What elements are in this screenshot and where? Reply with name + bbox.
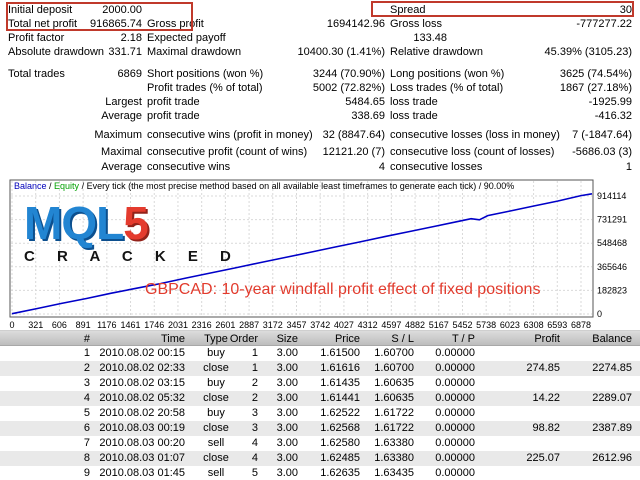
trade-cell: 1.61441 bbox=[320, 392, 360, 404]
x-axis-label: 2316 bbox=[191, 320, 212, 330]
stat-label: Gross loss bbox=[390, 18, 442, 30]
trade-cell: buy bbox=[207, 377, 225, 389]
stat-value: 338.69 bbox=[351, 110, 385, 122]
stat-label: Long positions (won %) bbox=[390, 68, 505, 80]
trade-cell: 3.00 bbox=[276, 467, 298, 479]
stat-label: Absolute drawdown bbox=[8, 46, 105, 58]
trade-cell: 1.63435 bbox=[374, 467, 414, 479]
trade-cell: 0.00000 bbox=[435, 467, 475, 479]
annotation-box-spread bbox=[371, 1, 634, 17]
stat-value: 1 bbox=[625, 161, 632, 173]
trade-cell: 2010.08.02 03:15 bbox=[99, 377, 185, 389]
stat-label: Spread bbox=[390, 4, 426, 16]
stat-value: -5686.03 (3) bbox=[572, 146, 632, 158]
trade-cell: 0.00000 bbox=[435, 392, 475, 404]
trade-cell: 4 bbox=[251, 452, 258, 464]
trade-cell: 225.07 bbox=[526, 452, 560, 464]
chart-caption: GBPCAD: 10-year windfall profit effect of fixed positions bbox=[145, 281, 541, 298]
trade-cell: 0.00000 bbox=[435, 407, 475, 419]
trade-cell: 2 bbox=[251, 377, 258, 389]
stat-label: Relative drawdown bbox=[390, 46, 483, 58]
trade-cell: sell bbox=[207, 467, 225, 479]
stat-label: consecutive loss (count of losses) bbox=[390, 146, 555, 158]
stat-value: 4 bbox=[378, 161, 385, 173]
trade-cell: 2387.89 bbox=[592, 422, 632, 434]
x-axis-label: 5167 bbox=[428, 320, 449, 330]
trade-cell: 1.62580 bbox=[320, 437, 360, 449]
trades-column-header: S / L bbox=[391, 333, 414, 345]
annotation-box-initial-deposit bbox=[6, 2, 193, 31]
stats-row bbox=[0, 146, 640, 159]
trade-cell: 2010.08.02 00:15 bbox=[99, 347, 185, 359]
legend-method-label: / Every tick (the most precise method based on all available least timeframes to generate each tick) / 90.00% bbox=[79, 181, 515, 191]
trade-row bbox=[0, 406, 640, 421]
stat-value: Largest bbox=[105, 96, 142, 108]
stat-value: Maximum bbox=[94, 129, 142, 141]
trade-cell: 3 bbox=[251, 422, 258, 434]
x-axis-label: 6593 bbox=[547, 320, 568, 330]
stat-label: consecutive wins (profit in money) bbox=[147, 129, 313, 141]
trade-cell: 1 bbox=[251, 347, 258, 359]
trade-cell: 2274.85 bbox=[592, 362, 632, 374]
trade-cell: 1.61722 bbox=[374, 422, 414, 434]
stat-label: Total net profit bbox=[8, 18, 78, 30]
trade-cell: close bbox=[203, 452, 229, 464]
x-axis-label: 6878 bbox=[570, 320, 592, 330]
balance-chart bbox=[0, 178, 640, 330]
trade-cell: 2010.08.03 01:45 bbox=[99, 467, 185, 479]
trade-cell: 98.82 bbox=[532, 422, 560, 434]
x-axis-label: 6308 bbox=[523, 320, 544, 330]
stat-value: 3625 (74.54%) bbox=[559, 68, 632, 80]
trade-cell: 1 bbox=[83, 347, 90, 359]
trade-row bbox=[0, 466, 640, 480]
stat-value: 32 (8847.64) bbox=[322, 129, 385, 141]
stat-value: 12121.20 (7) bbox=[322, 146, 385, 158]
stat-label: consecutive losses (loss in money) bbox=[390, 129, 560, 141]
mql5-cracked-watermark bbox=[24, 197, 240, 265]
stat-value: -777277.22 bbox=[576, 18, 632, 30]
trade-cell: 6 bbox=[83, 422, 90, 434]
stats-row bbox=[0, 46, 640, 59]
cracked-label: C R A C K E D bbox=[24, 248, 240, 265]
x-axis-label: 5738 bbox=[476, 320, 497, 330]
stat-label: Loss trades (% of total) bbox=[390, 82, 504, 94]
trades-column-header: Size bbox=[276, 333, 298, 345]
trade-cell: buy bbox=[207, 347, 225, 359]
stat-value: 3244 (70.90%) bbox=[312, 68, 385, 80]
trade-cell: 274.85 bbox=[526, 362, 560, 374]
stat-label: Expected payoff bbox=[147, 32, 226, 44]
y-axis-label: 548468 bbox=[597, 238, 628, 249]
legend-sep: / bbox=[46, 181, 55, 191]
stat-value: 1694142.96 bbox=[326, 18, 385, 30]
stat-label: loss trade bbox=[390, 96, 438, 108]
trade-cell: 1.62635 bbox=[320, 467, 360, 479]
trades-column-header: Profit bbox=[534, 333, 560, 345]
trades-column-header: T / P bbox=[451, 333, 475, 345]
trade-cell: 3.00 bbox=[276, 452, 298, 464]
stat-value: 45.39% (3105.23) bbox=[544, 46, 632, 58]
y-axis-label: 731291 bbox=[597, 214, 628, 225]
trade-row bbox=[0, 376, 640, 391]
trade-row bbox=[0, 361, 640, 376]
trade-cell: 1.62485 bbox=[320, 452, 360, 464]
trade-cell: 5 bbox=[251, 467, 258, 479]
trade-cell: 2010.08.02 20:58 bbox=[99, 407, 185, 419]
stat-label: consecutive wins bbox=[147, 161, 231, 173]
stat-label: profit trade bbox=[147, 110, 200, 122]
stats-row bbox=[0, 68, 640, 81]
trade-row bbox=[0, 346, 640, 361]
x-axis-label: 1746 bbox=[144, 320, 165, 330]
trade-cell: 2010.08.02 05:32 bbox=[99, 392, 185, 404]
stat-value: -416.32 bbox=[594, 110, 632, 122]
trade-cell: 2010.08.03 00:19 bbox=[99, 422, 185, 434]
trade-cell: 1.61722 bbox=[374, 407, 414, 419]
y-axis-label: 0 bbox=[597, 309, 603, 319]
stats-row bbox=[0, 129, 640, 142]
trade-cell: 5 bbox=[83, 407, 90, 419]
stat-label: loss trade bbox=[390, 110, 438, 122]
trade-cell: 0.00000 bbox=[435, 377, 475, 389]
x-axis-label: 606 bbox=[51, 320, 67, 330]
x-axis-label: 3742 bbox=[310, 320, 331, 330]
mql5-logo-text: MQL bbox=[24, 197, 124, 249]
stat-value: 10400.30 (1.41%) bbox=[297, 46, 385, 58]
stat-value: 7 (-1847.64) bbox=[572, 129, 632, 141]
stats-row bbox=[0, 32, 640, 45]
stat-value: 1867 (27.18%) bbox=[559, 82, 632, 94]
x-axis-label: 4027 bbox=[333, 320, 354, 330]
trade-cell: 3 bbox=[83, 377, 90, 389]
trade-cell: 7 bbox=[83, 437, 90, 449]
trade-cell: sell bbox=[207, 437, 225, 449]
trades-column-header: Time bbox=[160, 333, 185, 345]
trades-table-header bbox=[0, 330, 640, 346]
stat-value: 5484.65 bbox=[345, 96, 385, 108]
stat-value: 916865.74 bbox=[90, 18, 142, 30]
trade-cell: 1.61616 bbox=[320, 362, 360, 374]
stat-value: Maximal bbox=[101, 146, 142, 158]
trade-cell: 1.60700 bbox=[374, 362, 414, 374]
trade-cell: 2612.96 bbox=[592, 452, 632, 464]
trade-cell: 3 bbox=[251, 407, 258, 419]
trade-row bbox=[0, 451, 640, 466]
stat-label: profit trade bbox=[147, 96, 200, 108]
y-axis-label: 182823 bbox=[597, 285, 628, 296]
trades-column-header: Type bbox=[204, 333, 228, 345]
trades-column-header: Order bbox=[229, 333, 258, 345]
trade-cell: 3.00 bbox=[276, 437, 298, 449]
trade-cell: 0.00000 bbox=[435, 422, 475, 434]
trade-cell: 1.62568 bbox=[320, 422, 360, 434]
stat-label: Total trades bbox=[8, 68, 65, 80]
x-axis-label: 0 bbox=[9, 320, 15, 330]
x-axis-label: 5452 bbox=[452, 320, 473, 330]
trade-cell: 1.61500 bbox=[320, 347, 360, 359]
trade-cell: 3.00 bbox=[276, 422, 298, 434]
x-axis-label: 3457 bbox=[286, 320, 307, 330]
x-axis-label: 2031 bbox=[167, 320, 188, 330]
trade-cell: 1.60635 bbox=[374, 377, 414, 389]
trades-column-header: Balance bbox=[592, 333, 632, 345]
stat-value: 133.48 bbox=[413, 32, 447, 44]
trade-cell: 1.62522 bbox=[320, 407, 360, 419]
stat-label: Maximal drawdown bbox=[147, 46, 242, 58]
trade-cell: 2 bbox=[83, 362, 90, 374]
stat-label: Profit factor bbox=[8, 32, 65, 44]
trade-row bbox=[0, 421, 640, 436]
trade-cell: buy bbox=[207, 407, 225, 419]
trades-table bbox=[0, 330, 640, 480]
trade-cell: 1.61435 bbox=[320, 377, 360, 389]
x-axis-label: 891 bbox=[75, 320, 91, 330]
trade-cell: 4 bbox=[83, 392, 90, 404]
trades-column-header: Price bbox=[334, 333, 360, 345]
x-axis-label: 4597 bbox=[381, 320, 402, 330]
stat-value: 2000.00 bbox=[102, 4, 142, 16]
trade-cell: close bbox=[203, 362, 229, 374]
trade-cell: 14.22 bbox=[532, 392, 560, 404]
trade-cell: close bbox=[203, 422, 229, 434]
x-axis-label: 4312 bbox=[357, 320, 378, 330]
stat-value: Average bbox=[101, 110, 142, 122]
stats-row bbox=[0, 110, 640, 123]
trade-cell: 0.00000 bbox=[435, 347, 475, 359]
stat-label: Gross profit bbox=[147, 18, 204, 30]
legend-equity-label: Equity bbox=[54, 181, 80, 191]
trade-cell: 3.00 bbox=[276, 407, 298, 419]
trade-cell: 0.00000 bbox=[435, 452, 475, 464]
trade-cell: 1.60700 bbox=[374, 347, 414, 359]
stat-label: Initial deposit bbox=[8, 4, 73, 16]
x-axis-label: 4882 bbox=[405, 320, 426, 330]
trade-row bbox=[0, 391, 640, 406]
trade-cell: 3.00 bbox=[276, 392, 298, 404]
stats-row bbox=[0, 82, 640, 95]
stat-value: 30 bbox=[619, 4, 632, 16]
stat-value: Average bbox=[101, 161, 142, 173]
y-axis-label: 365646 bbox=[597, 261, 628, 272]
x-axis-label: 2601 bbox=[215, 320, 236, 330]
stats-row bbox=[0, 96, 640, 109]
stat-value: 6869 bbox=[117, 68, 142, 80]
trade-cell: 9 bbox=[83, 467, 90, 479]
trade-cell: close bbox=[203, 392, 229, 404]
trade-cell: 3.00 bbox=[276, 362, 298, 374]
x-axis-label: 2887 bbox=[239, 320, 260, 330]
trade-cell: 2289.07 bbox=[592, 392, 632, 404]
chart-legend bbox=[14, 181, 514, 191]
mql5-logo bbox=[24, 197, 240, 249]
stat-value: 331.71 bbox=[108, 46, 142, 58]
trade-cell: 4 bbox=[251, 437, 258, 449]
trade-cell: 1.63380 bbox=[374, 437, 414, 449]
trade-cell: 2 bbox=[251, 392, 258, 404]
trade-cell: 1 bbox=[251, 362, 258, 374]
trade-cell: 3.00 bbox=[276, 377, 298, 389]
stat-value: -1925.99 bbox=[588, 96, 632, 108]
x-axis-label: 321 bbox=[28, 320, 44, 330]
trade-row bbox=[0, 436, 640, 451]
x-axis-label: 3172 bbox=[262, 320, 283, 330]
trade-cell: 2010.08.02 02:33 bbox=[99, 362, 185, 374]
legend-balance-label: Balance bbox=[14, 181, 47, 191]
trade-cell: 1.60635 bbox=[374, 392, 414, 404]
y-axis-label: 914114 bbox=[597, 191, 627, 201]
trade-cell: 2010.08.03 01:07 bbox=[99, 452, 185, 464]
stat-label: Profit trades (% of total) bbox=[147, 82, 263, 94]
trade-cell: 0.00000 bbox=[435, 362, 475, 374]
stat-label: consecutive profit (count of wins) bbox=[147, 146, 308, 158]
x-axis-label: 6023 bbox=[499, 320, 520, 330]
trade-cell: 8 bbox=[83, 452, 90, 464]
stat-value: 5002 (72.82%) bbox=[312, 82, 385, 94]
trade-cell: 3.00 bbox=[276, 347, 298, 359]
trades-column-header: # bbox=[83, 333, 90, 345]
stats-row bbox=[0, 161, 640, 174]
trade-cell: 1.63380 bbox=[374, 452, 414, 464]
x-axis-label: 1461 bbox=[120, 320, 141, 330]
stat-label: Short positions (won %) bbox=[147, 68, 264, 80]
trade-cell: 2010.08.03 00:20 bbox=[99, 437, 185, 449]
trade-cell: 0.00000 bbox=[435, 437, 475, 449]
x-axis-label: 1176 bbox=[97, 320, 117, 330]
mql5-logo-digit: 5 bbox=[123, 197, 148, 249]
stat-label: consecutive losses bbox=[390, 161, 483, 173]
stat-value: 2.18 bbox=[120, 32, 142, 44]
